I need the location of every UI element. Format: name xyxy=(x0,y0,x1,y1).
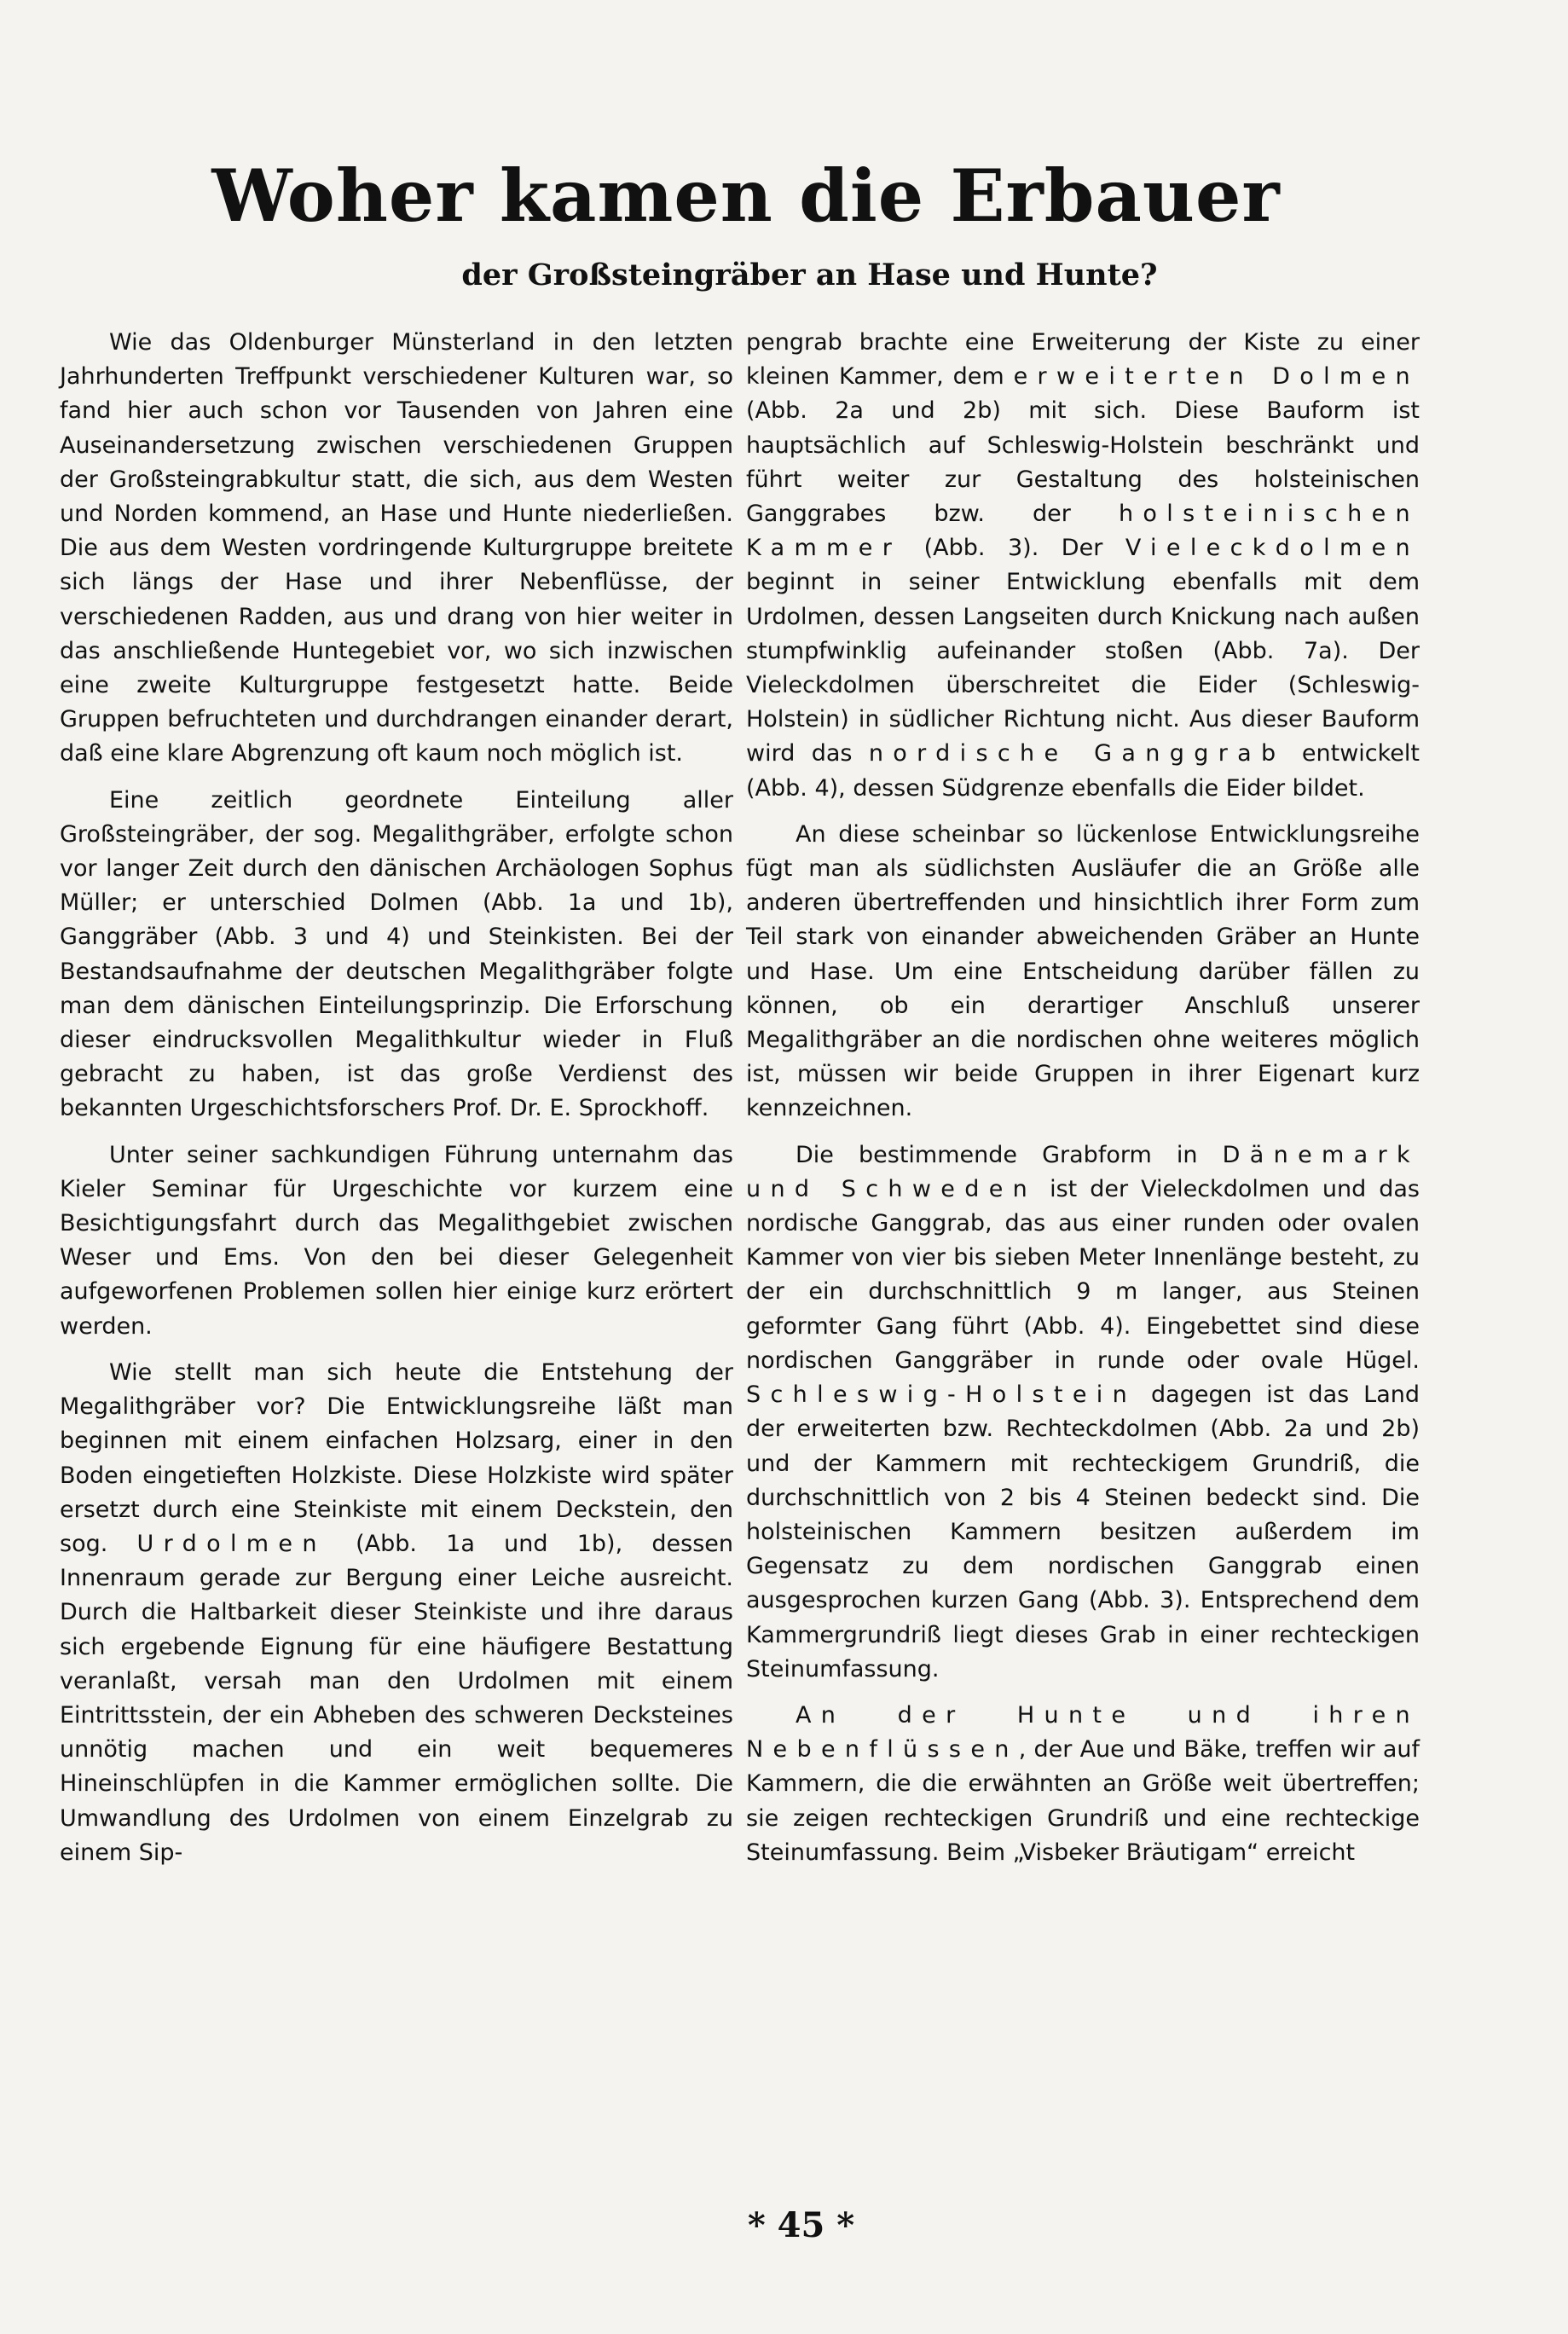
text-run: entwickelt (Abb. 4), dessen Südgrenze ebenfalls die Eider bildet. xyxy=(746,740,1420,802)
text-run: , der Aue und Bäke, treffen wir auf Kammern, die die erwähnten an Größe weit übertreffen; sie zeigen rechteckigen Grundriß und eine rechteckige Steinumfassung. Beim „Visbeker Bräutigam“ erreicht xyxy=(746,1736,1420,1866)
paragraph xyxy=(746,1699,1420,1870)
spaced-term: Dänemark und Schweden xyxy=(746,1141,1420,1202)
paragraph: An diese scheinbar so lückenlose Entwicklungsreihe fügt man als südlichsten Ausläufer die an Größe alle anderen übertreffenden und hinsichtlich ihrer Form zum Teil stark von einander abweichenden Gräber an Hunte und Hase. Um eine Entscheidung darüber fällen zu können, ob ein derartiger Anschluß unserer Megalithgräber an die nordischen ohne weiteres möglich ist, müssen wir beide Gruppen in ihrer Eigenart kurz kennzeichnen. xyxy=(746,820,1420,1122)
right-column xyxy=(746,326,1420,1882)
article-subtitle: der Großsteingräber an Hase und Hunte? xyxy=(461,258,1158,292)
text-run: Die bestimmende Grabform in xyxy=(796,1141,1223,1168)
text-run: (Abb. 1a und 1b), dessen Innenraum gerade zur Bergung einer Leiche ausreicht. Durch die Haltbarkeit dieser Steinkiste und ihre daraus sich ergebende Eignung für eine häufigere Bestattung veranlaßt, versah man den Urdolmen mit einem Eintrittsstein, der ein Abheben des schweren Decksteines unnötig machen und ein weit bequemeres Hineinschlüpfen in die Kammer ermöglichen sollte. Die Umwandlung des Urdolmen von einem Einzelgrab zu einem Sip- xyxy=(60,1530,734,1866)
spaced-term: Schleswig-Holstein xyxy=(746,1381,1137,1409)
paragraph xyxy=(746,326,1420,806)
page-number: * 45 * xyxy=(747,2205,855,2245)
spaced-term: Urdolmen xyxy=(136,1530,327,1557)
text-run: pengrab brachte eine Erweiterung der Kiste zu einer kleinen Kammer, dem xyxy=(746,329,1420,391)
spaced-term: erweiterten Dolmen xyxy=(1013,363,1420,391)
text-run: (Abb. 3). Der xyxy=(901,535,1125,562)
paragraph: Wie das Oldenburger Münsterland in den letzten Jahrhunderten Treffpunkt verschiedener Kulturen war, so fand hier auch schon vor Tausenden von Jahren eine Auseinandersetzung zwischen verschiedenen Gruppen der Großsteingrabkultur statt, die sich, aus dem Westen und Norden kommend, an Hase und Hunte niederließen. Die aus dem Westen vordringende Kulturgruppe breitete sich längs der Hase und ihrer Nebenflüsse, der verschiedenen Radden, aus und drang von hier weiter in das anschließende Huntegebiet vor, wo sich inzwischen eine zweite Kulturgruppe festgesetzt hatte. Beide Gruppen befruchteten und durchdrangen einander derart, daß eine klare Abgrenzung oft kaum noch möglich ist. xyxy=(60,329,733,767)
article-title: Woher kamen die Erbauer xyxy=(211,153,1281,238)
paragraph: Unter seiner sachkundigen Führung unternahm das Kieler Seminar für Urgeschichte vor kurzem eine Besichtigungsfahrt durch das Megalithgebiet zwischen Weser und Ems. Von den bei dieser Gelegenheit aufgeworfenen Problemen sollen hier einige kurz erörtert werden. xyxy=(60,1141,733,1340)
text-run: beginnt in seiner Entwicklung ebenfalls mit dem Urdolmen, dessen Langseiten durch Knickung nach außen stumpfwinklig aufeinander stoßen (Abb. 7a). Der Vieleckdolmen überschreitet die Eider (Schleswig-Holstein) in südlicher Richtung nicht. Aus dieser Bauform wird das xyxy=(746,569,1420,767)
text-run: dagegen ist das Land der erweiterten bzw. Rechteckdolmen (Abb. 2a und 2b) und der Kammern mit rechteckigem Grundriß, die durchschnittlich von 2 bis 4 Steinen bedeckt sind. Die holsteinischen Kammern besitzen außerdem im Gegensatz zu dem nordischen Ganggrab einen ausgesprochen kurzen Gang (Abb. 3). Entsprechend dem Kammergrundriß liegt dieses Grab in einer rechteckigen Steinumfassung. xyxy=(746,1381,1420,1682)
text-run: Wie stellt man sich heute die Entstehung der Megalithgräber vor? Die Entwicklungsreihe läßt man beginnen mit einem einfachen Holzsarg, einer in den Boden eingetieften Holzkiste. Diese Holzkiste wird später ersetzt durch eine Steinkiste mit einem Deckstein, den sog. xyxy=(60,1358,733,1557)
paragraph xyxy=(60,1356,733,1870)
paragraph: Eine zeitlich geordnete Einteilung aller Großsteingräber, der sog. Megalithgräber, erfolgte schon vor langer Zeit durch den dänischen Archäologen Sophus Müller; er unterschied Dolmen (Abb. 1a und 1b), Ganggräber (Abb. 3 und 4) und Steinkisten. Bei der Bestandsaufnahme der deutschen Megalithgräber folgte man dem dänischen Einteilungsprinzip. Die Erforschung dieser eindrucksvollen Megalithkultur wieder in Fluß gebracht zu haben, ist das große Verdienst des bekannten Urgeschichtsforschers Prof. Dr. E. Sprockhoff. xyxy=(60,786,733,1122)
spaced-term: holsteinischen Kammer xyxy=(746,501,1420,562)
left-column xyxy=(60,326,733,1882)
spaced-term: nordische Ganggrab xyxy=(868,740,1286,767)
spaced-term: An der Hunte und ihren Nebenflüssen xyxy=(746,1701,1420,1764)
paragraph xyxy=(746,1138,1420,1687)
text-run: ist der Vieleckdolmen und das nordische Ganggrab, das aus einer runden oder ovalen Kammer von vier bis sieben Meter Innenlänge besteht, zu der ein durchschnittlich 9 m langer, aus Steinen geformter Gang führt (Abb. 4). Eingebettet sind diese nordischen Ganggräber in runde oder ovale Hügel. xyxy=(746,1175,1420,1374)
spaced-term: Vieleckdolmen xyxy=(1125,535,1420,562)
text-run: (Abb. 2a und 2b) mit sich. Diese Bauform ist hauptsächlich auf Schleswig-Holstein beschränkt und führt weiter zur Gestaltung des holsteinischen Ganggrabes bzw. der xyxy=(746,397,1420,528)
